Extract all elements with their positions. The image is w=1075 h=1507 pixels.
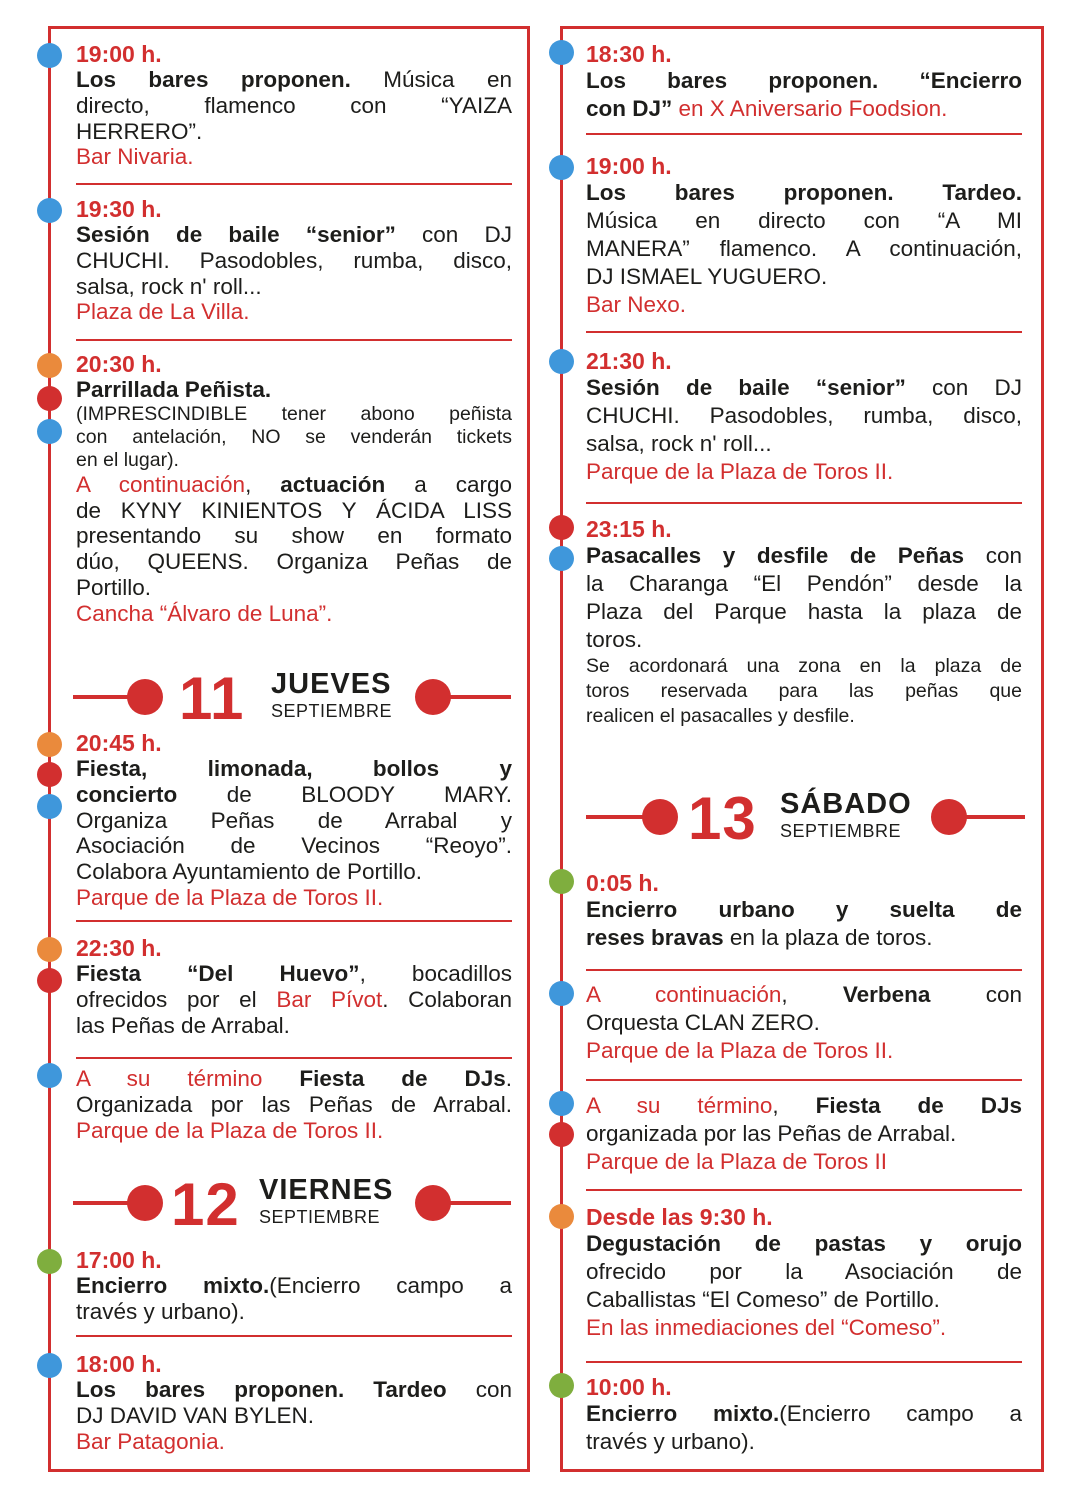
- event-1900-tardeo: [586, 153, 1022, 319]
- event-fiesta-djs: [76, 1066, 512, 1143]
- event-1830-encierro-dj: [586, 41, 1022, 123]
- event-line: través y urbano).: [586, 1429, 755, 1454]
- timeline-dot-blue: [549, 981, 574, 1006]
- event-line: ofrecidos por el Bar Pívot. Colaboran: [76, 986, 512, 1012]
- timeline-dot-orange: [549, 1204, 574, 1229]
- event-place: Bar Patagonia.: [76, 1428, 225, 1454]
- event-0930-degustacion: [586, 1204, 1022, 1342]
- event-fiesta-djs: [586, 1092, 1022, 1176]
- timeline-dot-blue: [549, 349, 574, 374]
- event-line: ofrecido por la Asociación de: [586, 1259, 1022, 1284]
- event-time: 18:30 h.: [586, 41, 672, 67]
- timeline-dot-blue: [549, 1091, 574, 1116]
- event-line: Organizada por las Peñas de Arrabal.: [76, 1091, 512, 1117]
- event-line: Asociación de Vecinos “Reoyo”.: [76, 833, 512, 859]
- event-line: reses bravas en la plaza de toros.: [586, 925, 933, 950]
- event-time: 20:45 h.: [76, 730, 162, 756]
- event-line: Los bares proponen. Tardeo.: [586, 180, 1022, 205]
- divider: [586, 1079, 1022, 1081]
- event-2030-parrillada: [76, 351, 512, 627]
- event-place: Parque de la Plaza de Toros II: [586, 1149, 888, 1174]
- header-line: [445, 1201, 511, 1205]
- event-line: Sesión de baile “senior” con DJ: [586, 375, 1022, 400]
- event-line: MANERA” flamenco. A continuación,: [586, 236, 1022, 261]
- divider: [586, 331, 1022, 333]
- day-number: 12: [171, 1171, 240, 1238]
- event-line: Encierro mixto.(Encierro campo a: [586, 1401, 1023, 1426]
- event-line: las Peñas de Arrabal.: [76, 1012, 290, 1038]
- divider: [586, 1189, 1022, 1191]
- event-line: dúo, QUEENS. Organiza Peñas de: [76, 549, 512, 575]
- event-line: HERRERO”.: [76, 118, 203, 144]
- event-line: DJ ISMAEL YUGUERO.: [586, 264, 828, 289]
- event-time: 17:00 h.: [76, 1247, 162, 1273]
- event-line: Los bares proponen. “Encierro: [586, 68, 1022, 93]
- event-line: Organiza Peñas de Arrabal y: [76, 807, 512, 833]
- event-line: Orquesta CLAN ZERO.: [586, 1010, 820, 1035]
- day-header-12: [73, 1171, 513, 1238]
- event-time: Desde las 9:30 h.: [586, 1204, 773, 1230]
- day-name: SÁBADO: [780, 788, 912, 820]
- timeline-dot-orange: [37, 937, 62, 962]
- event-time: 21:30 h.: [586, 348, 672, 374]
- event-line: Los bares proponen. Música en: [76, 67, 512, 92]
- divider: [586, 133, 1022, 135]
- event-2315-pasacalles: [586, 516, 1022, 729]
- event-verbena: [586, 981, 1022, 1065]
- timeline-dot-blue: [37, 198, 62, 223]
- event-place: Bar Nexo.: [586, 292, 687, 317]
- timeline-dot-blue: [37, 794, 62, 819]
- timeline-dot-red: [37, 762, 62, 787]
- event-1700-encierro-mixto: [76, 1247, 512, 1325]
- event-line: Pasacalles y desfile de Peñas con: [586, 543, 1023, 568]
- event-note: Se acordonará una zona en la plaza de: [586, 655, 1022, 677]
- event-line: A su término Fiesta de DJs.: [76, 1066, 512, 1091]
- event-line: organizada por las Peñas de Arrabal.: [586, 1121, 957, 1146]
- timeline-dot-green: [37, 1249, 62, 1274]
- header-line: [445, 695, 511, 699]
- timeline-dot-blue: [549, 546, 574, 571]
- event-line: Fiesta “Del Huevo”, bocadillos: [76, 961, 512, 986]
- event-place: Parque de la Plaza de Toros II.: [76, 884, 384, 910]
- event-time: 19:30 h.: [76, 196, 162, 222]
- event-line: Fiesta, limonada, bollos y: [76, 756, 512, 781]
- event-line: salsa, rock n' roll...: [76, 273, 262, 299]
- day-header-11: [73, 665, 513, 732]
- divider: [76, 339, 512, 341]
- event-line: presentando su show en formato: [76, 523, 512, 549]
- event-line: Sesión de baile “senior” con DJ: [76, 222, 512, 247]
- event-1930-baile-senior: [76, 196, 512, 325]
- event-line: A continuación, actuación a cargo: [76, 471, 512, 497]
- event-line: A su término, Fiesta de DJs: [586, 1093, 1022, 1118]
- event-line: A continuación, Verbena con: [586, 982, 1022, 1007]
- timeline-dot-blue: [549, 40, 574, 65]
- event-line: la Charanga “El Pendón” desde la: [586, 571, 1022, 596]
- event-line: Colabora Ayuntamiento de Portillo.: [76, 859, 423, 885]
- header-line: [586, 815, 650, 819]
- event-place: En las inmediaciones del “Comeso”.: [586, 1315, 947, 1340]
- event-line: Los bares proponen. Tardeo con: [76, 1377, 513, 1402]
- event-place: Cancha “Álvaro de Luna”.: [76, 600, 333, 626]
- header-ball: [127, 679, 163, 715]
- event-line: Encierro mixto.(Encierro campo a: [76, 1273, 513, 1298]
- timeline-dot-blue: [37, 1353, 62, 1378]
- event-title: Parrillada Peñista.: [76, 377, 272, 402]
- event-time: 23:15 h.: [586, 516, 672, 542]
- event-time: 22:30 h.: [76, 935, 162, 961]
- timeline-dot-blue: [37, 419, 62, 444]
- event-place: Plaza de La Villa.: [76, 299, 250, 325]
- event-line: concierto de BLOODY MARY.: [76, 781, 512, 807]
- event-line: Música en directo con “A MI: [586, 208, 1022, 233]
- event-line: Portillo.: [76, 574, 152, 600]
- event-time: 19:00 h.: [586, 153, 672, 179]
- event-line: Caballistas “El Comeso” de Portillo.: [586, 1287, 940, 1312]
- event-place: Parque de la Plaza de Toros II.: [586, 1038, 894, 1063]
- divider: [76, 1335, 512, 1337]
- event-line: Encierro urbano y suelta de: [586, 897, 1022, 922]
- event-time: 10:00 h.: [586, 1374, 672, 1400]
- timeline-dot-blue: [37, 1063, 62, 1088]
- day-month: SEPTIEMBRE: [271, 701, 393, 721]
- header-ball: [127, 1185, 163, 1221]
- event-line: con DJ” en X Aniversario Foodsion.: [586, 96, 948, 121]
- event-2230-fiesta-del-huevo: [76, 935, 512, 1038]
- event-line: de KYNY KINIENTOS Y ÁCIDA LISS: [76, 497, 512, 523]
- timeline-dot-red: [37, 968, 62, 993]
- event-line: toros.: [586, 627, 643, 652]
- event-0005-encierro-urbano: [586, 870, 1022, 952]
- event-1800-tardeo: [76, 1351, 512, 1454]
- right-schedule-column: [560, 26, 1044, 1472]
- event-1900-bares: [76, 41, 512, 170]
- event-line: través y urbano).: [76, 1298, 245, 1324]
- event-time: 18:00 h.: [76, 1351, 162, 1377]
- event-time: 19:00 h.: [76, 41, 162, 67]
- timeline-dot-red: [549, 515, 574, 540]
- left-schedule-column: [48, 26, 530, 1472]
- divider: [586, 969, 1022, 971]
- day-month: SEPTIEMBRE: [780, 821, 902, 841]
- day-number: 11: [179, 665, 245, 732]
- event-2045-fiesta-limonada: [76, 730, 512, 911]
- timeline-dot-orange: [37, 353, 62, 378]
- event-place: Bar Nivaria.: [76, 144, 194, 170]
- event-2130-baile-senior: [586, 348, 1022, 486]
- timeline-dot-green: [549, 869, 574, 894]
- header-ball: [642, 799, 678, 835]
- timeline-dot-red: [37, 386, 62, 411]
- day-number: 13: [688, 785, 757, 852]
- event-note: realicen el pasacalles y desfile.: [586, 705, 855, 727]
- event-line: DJ DAVID VAN BYLEN.: [76, 1402, 314, 1428]
- event-note: (IMPRESCINDIBLE tener abono peñista: [76, 402, 512, 425]
- divider: [586, 1361, 1022, 1363]
- event-time: 20:30 h.: [76, 351, 162, 377]
- event-note: toros reservada para las peñas que: [586, 680, 1022, 702]
- divider: [76, 183, 512, 185]
- event-line: Degustación de pastas y orujo: [586, 1231, 1022, 1256]
- header-line: [961, 815, 1025, 819]
- event-place: Parque de la Plaza de Toros II.: [586, 459, 894, 484]
- event-time: 0:05 h.: [586, 870, 659, 896]
- header-line: [73, 695, 133, 699]
- event-line: CHUCHI. Pasodobles, rumba, disco,: [586, 403, 1022, 428]
- day-name: JUEVES: [271, 668, 392, 700]
- divider: [586, 502, 1022, 504]
- day-name: VIERNES: [259, 1174, 394, 1206]
- header-line: [73, 1201, 133, 1205]
- timeline-dot-green: [549, 1373, 574, 1398]
- event-line: CHUCHI. Pasodobles, rumba, disco,: [76, 247, 512, 273]
- event-note: con antelación, NO se venderán tickets: [76, 425, 512, 448]
- divider: [76, 1057, 512, 1059]
- event-1000-encierro-mixto: [586, 1374, 1022, 1456]
- divider: [76, 920, 512, 922]
- event-line: Plaza del Parque hasta la plaza de: [586, 599, 1022, 624]
- event-line: directo, flamenco con “YAIZA: [76, 92, 512, 118]
- timeline-dot-blue: [37, 43, 62, 68]
- timeline-dot-red: [549, 1122, 574, 1147]
- event-place: Parque de la Plaza de Toros II.: [76, 1117, 384, 1143]
- day-month: SEPTIEMBRE: [259, 1207, 381, 1227]
- timeline-dot-orange: [37, 732, 62, 757]
- timeline-dot-blue: [549, 155, 574, 180]
- event-note: en el lugar).: [76, 448, 179, 471]
- event-line: salsa, rock n' roll...: [586, 431, 772, 456]
- day-header-13: [586, 785, 1026, 852]
